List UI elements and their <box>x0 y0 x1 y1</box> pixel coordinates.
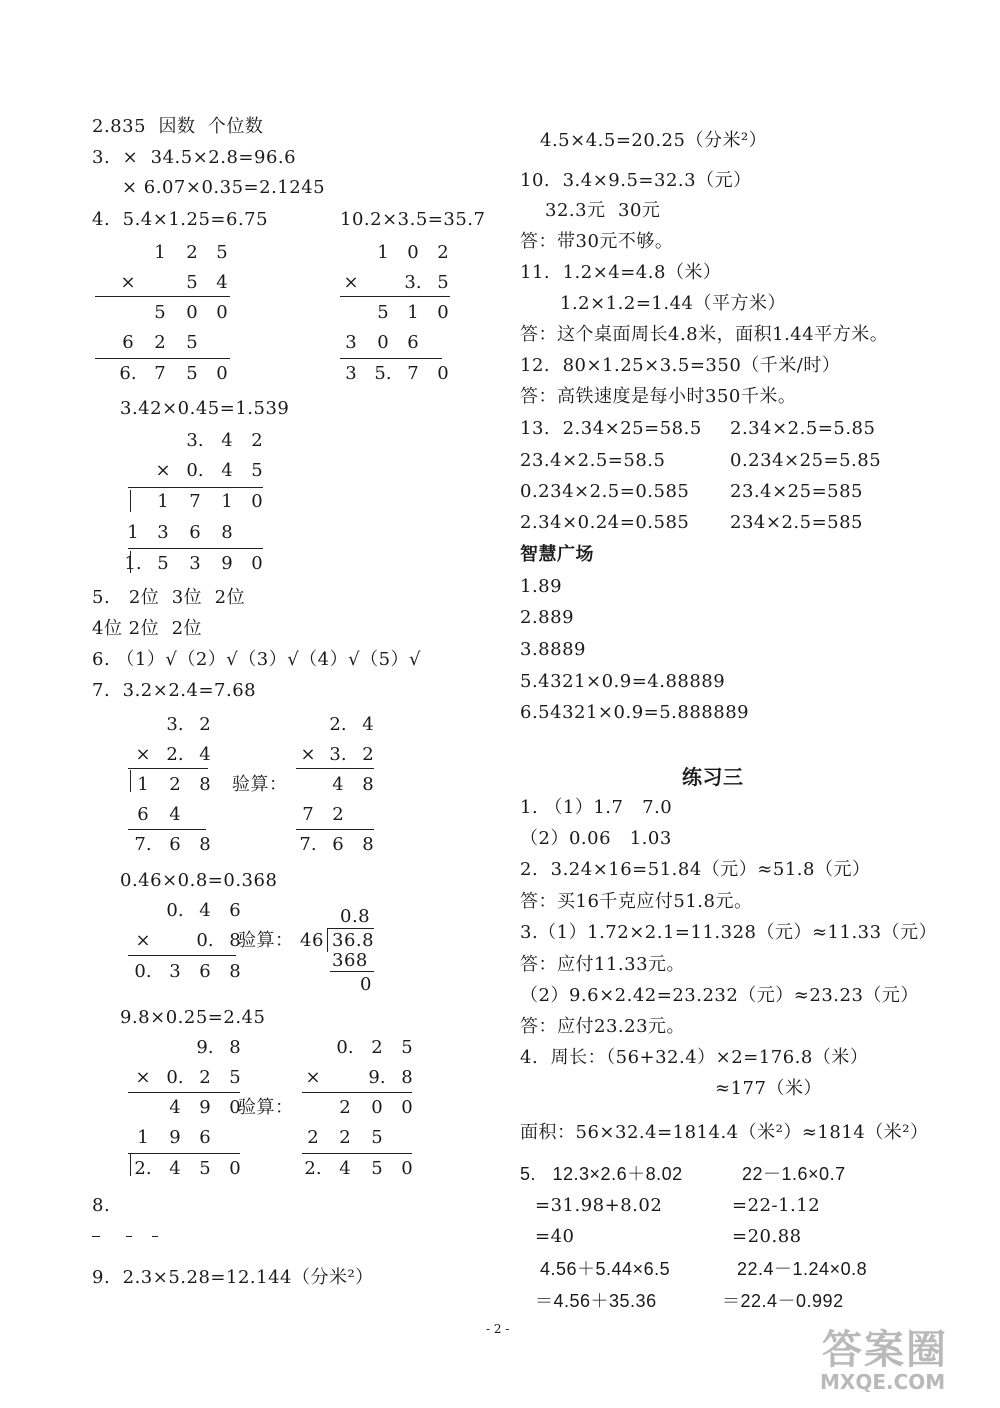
vertical-multiplication: 0. 4 6 × 0. 8 0. 3 6 8 <box>134 900 241 982</box>
answer-line-7: 7. 3.2×2.4=7.68 <box>92 680 257 701</box>
division-divisor: 46 <box>300 930 324 951</box>
answer-line-9: 9. 2.3×5.28=12.144（分米²） <box>92 1267 374 1288</box>
page-number: - 2 - <box>486 1322 510 1336</box>
answer-line-6: 6. （1）√（2）√（3）√（4）√（5）√ <box>92 649 422 670</box>
divider <box>130 770 131 792</box>
answer-line: ≈177（米） <box>715 1078 822 1099</box>
answer-line-e1: 1. （1）1.7 7.0 <box>520 797 673 818</box>
answer-line-3b: × 6.07×0.35=2.1245 <box>122 177 326 198</box>
division-subtrahend: 368 <box>332 950 368 971</box>
blank-mark <box>126 1236 132 1237</box>
division-bracket <box>327 928 328 952</box>
answer-line-8: 8. <box>92 1195 111 1216</box>
answer-line: 面积：56×32.4=1814.4（米²）≈1814（米²） <box>520 1122 929 1143</box>
divider <box>128 1153 240 1154</box>
section-heading: 练习三 <box>682 765 744 789</box>
answer-line-11: 11. 1.2×4=4.8（米） <box>520 262 722 283</box>
answer-line-3: 3. × 34.5×2.8=96.6 <box>92 147 297 168</box>
division-quotient: 0.8 <box>340 906 371 927</box>
answer-line: 1.89 <box>520 576 563 597</box>
vertical-multiplication: 3. 2 × 2. 4 1 2 8 6 4 7. 6 8 <box>134 714 211 855</box>
answer-line: =22-1.12 <box>732 1195 821 1216</box>
answer-line-4: 4. 5.4×1.25=6.75 <box>92 209 269 230</box>
answer-line-13: 13. 2.34×25=58.5 <box>520 418 702 439</box>
divider <box>128 768 208 769</box>
answer-line-e2: 2. 3.24×16=51.84（元）≈51.8（元） <box>520 859 871 880</box>
section-heading: 智慧广场 <box>520 544 594 565</box>
vertical-multiplication: 1 0 2 × 3. 5 5 1 0 3 0 6 3 5. 7 0 <box>343 242 449 384</box>
answer-sentence: 答：带30元不够。 <box>520 231 674 252</box>
vertical-multiplication: 1 2 5 × 5 4 5 0 0 6 2 5 6. 7 5 0 <box>119 242 228 384</box>
vertical-multiplication: 3. 4 2 × 0. 4 5 1 7 1 0 1 3 6 8 1. 5 3 9 0 <box>124 430 263 574</box>
answer-line: 0.234×2.5=0.585 <box>520 481 690 502</box>
verify-label: 验算： <box>238 930 294 951</box>
answer-line-e4: 4. 周长：（56+32.4）×2=176.8（米） <box>520 1047 869 1068</box>
divider <box>130 490 131 512</box>
answer-line: ＝4.56＋35.36 <box>535 1291 657 1311</box>
vertical-multiplication: 0. 2 5 × 9. 8 2 0 0 2 2 5 2. 4 5 0 <box>304 1037 413 1179</box>
blank-mark <box>152 1236 158 1237</box>
divider <box>130 551 131 573</box>
answer-line-5b: 4位 2位 2位 <box>92 618 203 639</box>
verify-label: 验算： <box>238 1097 294 1118</box>
answer-line-12: 12. 80×1.25×3.5=350（千米/时） <box>520 355 841 376</box>
answer-line: =20.88 <box>732 1226 802 1247</box>
divider <box>296 829 374 830</box>
division-bar <box>328 928 374 929</box>
answer-line: 4.5×4.5=20.25（分米²） <box>540 130 768 151</box>
answer-line-e5: 5. 12.3×2.6＋8.02 <box>520 1164 683 1184</box>
answer-line-5: 5. 2位 3位 2位 <box>92 587 246 608</box>
divider <box>302 1092 412 1093</box>
answer-line: ＝22.4－0.992 <box>722 1291 844 1311</box>
answer-line: （2）0.06 1.03 <box>520 828 672 849</box>
answer-line: 23.4×25=585 <box>730 481 864 502</box>
answer-sentence: 答：应付11.33元。 <box>520 954 686 975</box>
equation-98: 9.8×0.25=2.45 <box>120 1007 266 1028</box>
answer-line: =31.98+8.02 <box>535 1195 663 1216</box>
answer-line: 6.54321×0.9=5.888889 <box>520 702 750 723</box>
divider <box>340 296 450 297</box>
divider <box>128 955 236 956</box>
answer-sentence: 答：这个桌面周长4.8米，面积1.44平方米。 <box>520 324 889 345</box>
divider <box>302 1153 412 1154</box>
answer-line: （2）9.6×2.42=23.232（元）≈23.23（元） <box>520 985 919 1006</box>
answer-line: 22－1.6×0.7 <box>742 1164 846 1184</box>
divider <box>340 358 442 359</box>
answer-line: 0.234×25=5.85 <box>730 450 882 471</box>
answer-sentence: 答：买16千克应付51.8元。 <box>520 891 753 912</box>
divider <box>95 296 230 297</box>
divider <box>128 829 206 830</box>
answer-line-10: 10. 3.4×9.5=32.3（元） <box>520 170 752 191</box>
answer-line: 234×2.5=585 <box>730 512 864 533</box>
answer-sentence: 答：应付23.23元。 <box>520 1016 686 1037</box>
division-dividend: 36.8 <box>332 930 375 951</box>
answer-line: 3.8889 <box>520 639 586 660</box>
divider <box>330 971 374 972</box>
divider <box>128 1092 240 1093</box>
divider <box>296 768 374 769</box>
answer-line-4b: 10.2×3.5=35.7 <box>340 209 486 230</box>
watermark-url: MXQE.COM <box>820 1370 946 1394</box>
answer-line: 5.4321×0.9=4.88889 <box>520 671 726 692</box>
watermark-logo: 答案圈 <box>822 1327 948 1373</box>
answer-line: 2.34×0.24=0.585 <box>520 512 690 533</box>
divider <box>130 1154 131 1176</box>
answer-line: 23.4×2.5=58.5 <box>520 450 666 471</box>
division-remainder: 0 <box>360 974 372 995</box>
answer-line: 4.56＋5.44×6.5 <box>540 1259 671 1279</box>
answer-line: =40 <box>535 1226 575 1247</box>
verify-label: 验算： <box>232 774 288 795</box>
vertical-multiplication: 2. 4 × 3. 2 4 8 7 2 7. 6 8 <box>299 714 374 855</box>
answer-line-2: 2.835 因数 个位数 <box>92 116 264 137</box>
answer-line: 22.4－1.24×0.8 <box>737 1259 868 1279</box>
answer-sentence: 答：高铁速度是每小时350千米。 <box>520 386 797 407</box>
divider <box>95 358 230 359</box>
divider <box>128 548 263 549</box>
divider <box>128 487 263 488</box>
equation-342: 3.42×0.45=1.539 <box>120 398 290 419</box>
vertical-multiplication: 9. 8 × 0. 2 5 4 9 0 1 9 6 2. 4 5 0 <box>134 1037 241 1179</box>
answer-line: 1.2×1.2=1.44（平方米） <box>560 293 786 314</box>
equation-046: 0.46×0.8=0.368 <box>120 870 278 891</box>
answer-line-e3: 3.（1）1.72×2.1=11.328（元）≈11.33（元） <box>520 922 938 943</box>
answer-line: 32.3元 30元 <box>545 200 661 221</box>
blank-mark <box>92 1236 100 1237</box>
answer-line: 2.34×2.5=5.85 <box>730 418 876 439</box>
answer-line: 2.889 <box>520 607 575 628</box>
